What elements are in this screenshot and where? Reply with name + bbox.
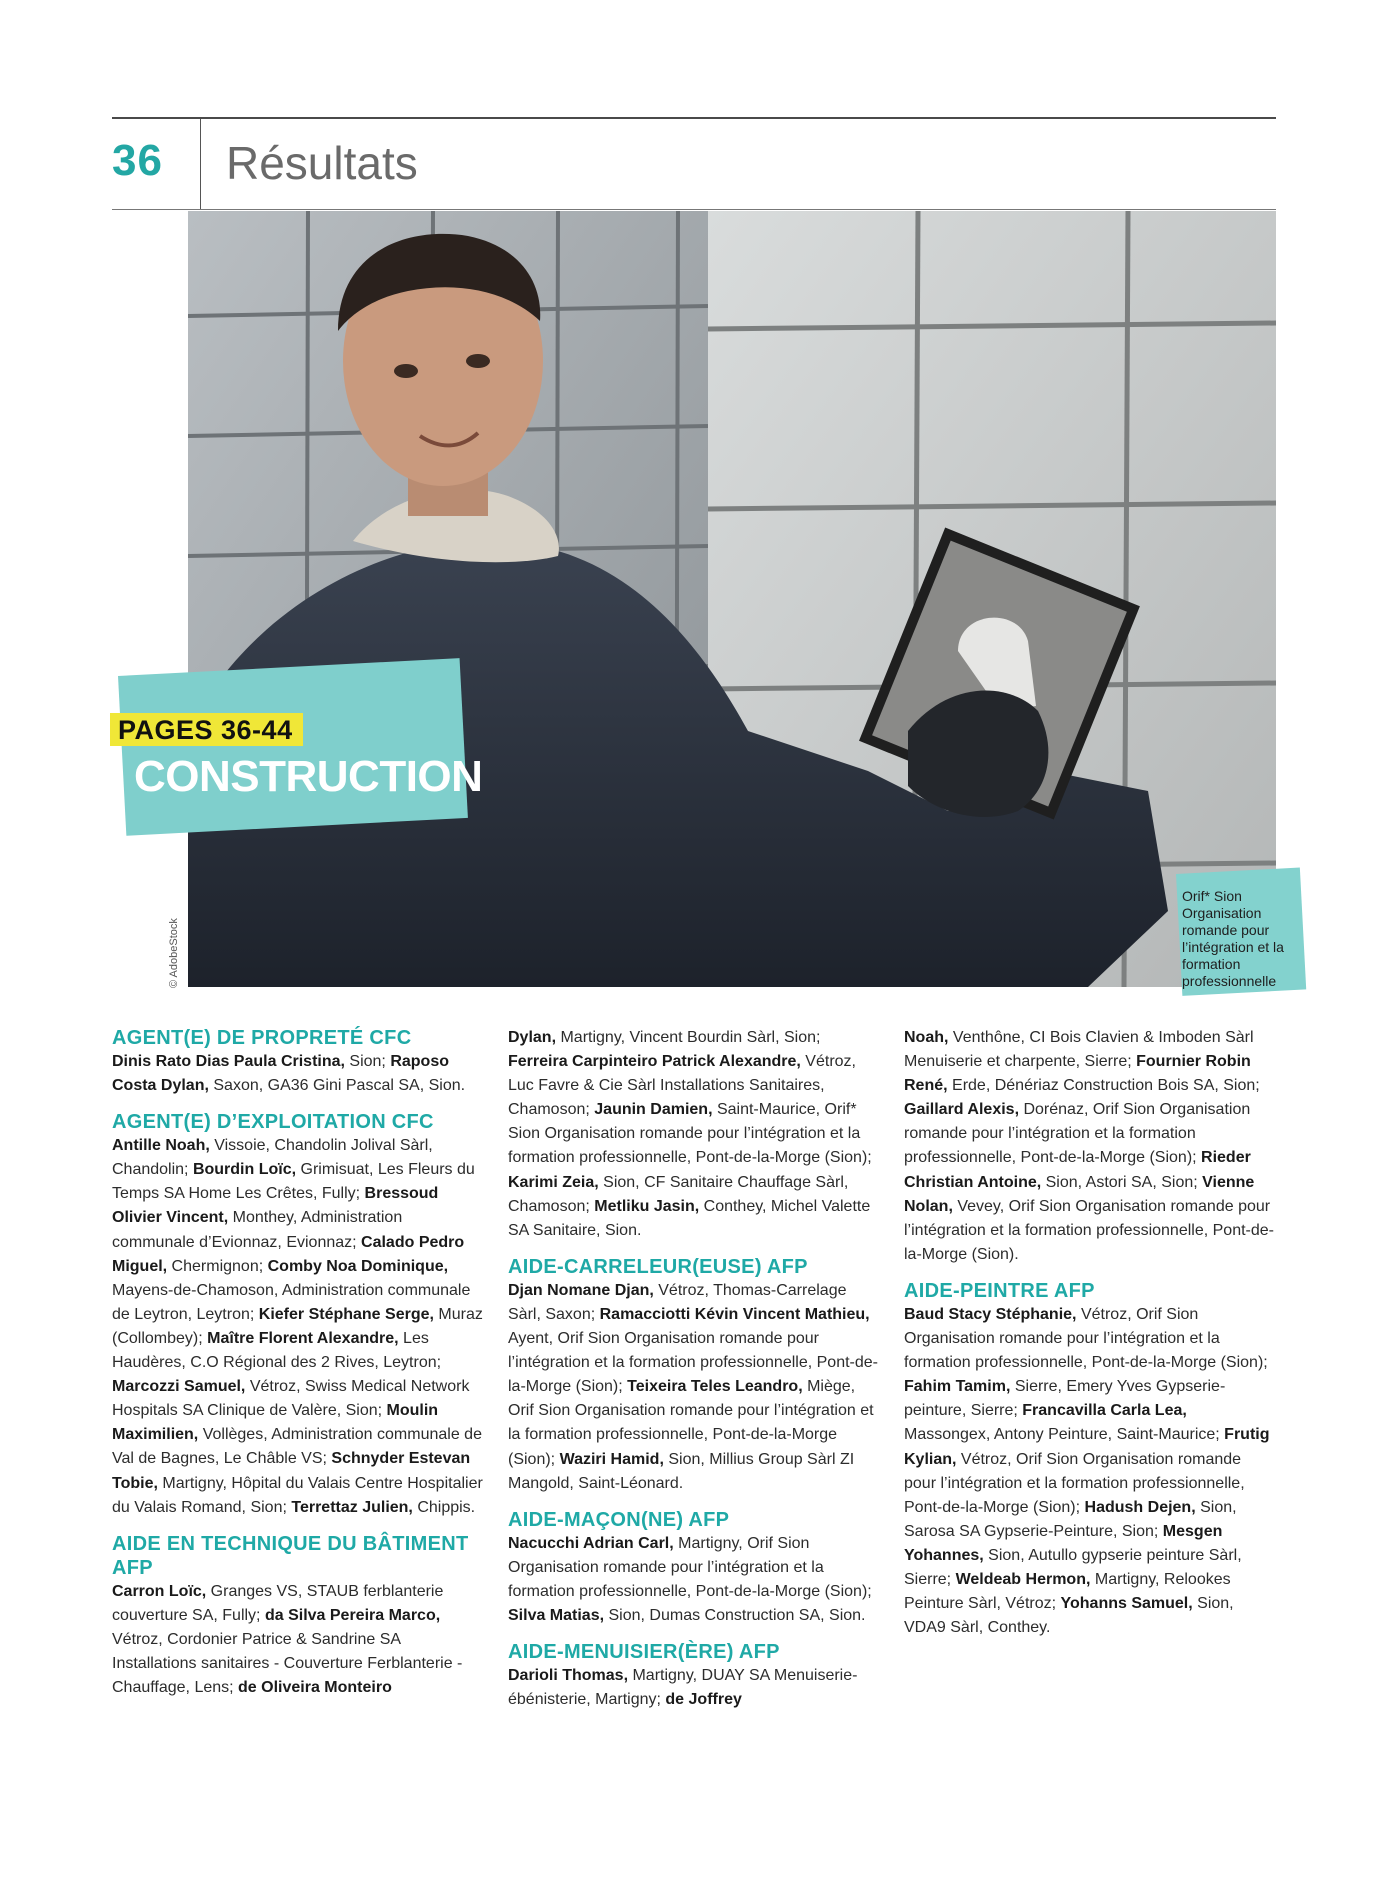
apprentice-name: Dylan, (508, 1029, 557, 1046)
section-body (508, 1026, 880, 1243)
section-body (112, 1134, 484, 1520)
apprentice-name: Silva Matias, (508, 1606, 605, 1624)
result-section (112, 1026, 484, 1098)
employer-details: Saint-Maurice, Orif* Sion Organisation romande pour l’intégration et la formation professionnelle, Pont-de-la-Morge (Sion); (508, 1101, 872, 1167)
header-top-rule (112, 117, 1276, 119)
section-body (508, 1664, 880, 1712)
section-title: Résultats (226, 137, 418, 189)
section-heading: AGENT(E) DE PROPRETÉ CFC (112, 1027, 412, 1049)
apprentice-name: Fahim Tamim, (904, 1378, 1011, 1396)
apprentice-name: Weldeab Hermon, (955, 1570, 1091, 1588)
apprentice-name: Noah, (904, 1029, 949, 1046)
employer-details: Massongex, Antony Peinture, Saint-Maurice; (904, 1426, 1225, 1444)
apprentice-name: Raposo Costa Dylan, (112, 1053, 449, 1095)
section-body (904, 1303, 1274, 1640)
employer-details: Vétroz, Luc Favre & Cie Sàrl Installations Sanitaires, Chamoson; (508, 1053, 856, 1119)
employer-details: Vevey, Orif Sion Organisation romande pour l’intégration et la formation professionnelle, Pont-de-la-Morge (Sion). (904, 1197, 1274, 1263)
employer-details: Vissoie, Chandolin Jolival Sàrl, Chandolin; (112, 1137, 433, 1179)
employer-details: Chermignon; (167, 1257, 268, 1275)
section-body (508, 1532, 880, 1628)
apprentice-name: Vienne Nolan, (904, 1173, 1255, 1215)
apprentice-name: Antille Noah, (112, 1137, 210, 1155)
apprentice-name: da Silva Pereira Marco, (264, 1606, 441, 1624)
employer-details: Miège, Orif Sion Organisation romande pour l’intégration et la formation professionnelle, Pont-de-la-Morge (Sion); (508, 1378, 874, 1468)
apprentice-name: Bourdin Loïc, (192, 1161, 297, 1179)
section-banner (118, 658, 468, 836)
employer-details: Martigny, DUAY SA Menuiserie-ébénisterie, Martigny; (508, 1667, 858, 1709)
apprentice-name: Hadush Dejen, (1084, 1498, 1196, 1516)
apprentice-name: Baud Stacy Stéphanie, (904, 1305, 1077, 1323)
photo-credit: © AdobeStock (168, 918, 180, 988)
apprentice-name: Karimi Zeia, (508, 1173, 599, 1191)
employer-details: Chippis. (412, 1498, 476, 1516)
photo-caption: Orif* Sion Organisation romande pour l’intégration et la formation professionnelle (1182, 888, 1284, 989)
apprentice-name: Kiefer Stéphane Serge, (258, 1305, 434, 1323)
employer-details: Venthône, CI Bois Clavien & Imboden Sàrl Menuiserie et charpente, Sierre; (904, 1029, 1254, 1071)
apprentice-name: Francavilla Carla Lea, (1022, 1402, 1187, 1420)
section-body (112, 1050, 484, 1098)
employer-details: Vétroz, Swiss Medical Network Hospitals SA Clinique de Valère, Sion; (112, 1378, 470, 1420)
employer-details: Monthey, Administration communale d’Evionnaz, Evionnaz; (112, 1209, 403, 1251)
employer-details: Vétroz, Cordonier Patrice & Sandrine SA Installations sanitaires - Couverture Ferblanterie - Chauffage, Lens; (112, 1630, 463, 1697)
employer-details: Vétroz, Orif Sion Organisation romande pour l’intégration et la formation professionnelle, Pont-de-la-Morge (Sion); (904, 1305, 1268, 1372)
section-heading: AIDE-PEINTRE AFP (904, 1279, 1095, 1302)
header-separator (200, 119, 201, 209)
apprentice-name: Djan Nomane Djan, (508, 1281, 654, 1299)
employer-details: Sion, VDA9 Sàrl, Conthey. (904, 1595, 1234, 1637)
employer-details: Martigny, Orif Sion Organisation romande pour l’intégration et la formation professionnelle, Pont-de-la-Morge (Sion); (508, 1534, 872, 1600)
section-heading: AIDE EN TECHNIQUE DU BÂTIMENT AFP (112, 1532, 469, 1579)
banner-pages-label: PAGES 36-44 (110, 713, 303, 746)
employer-details: Sion, Autullo gypserie peinture Sàrl, Sierre; (904, 1546, 1242, 1588)
employer-details: Vétroz, Thomas-Carrelage Sàrl, Saxon; (508, 1281, 847, 1323)
apprentice-name: Marcozzi Samuel, (112, 1378, 246, 1396)
section-body (904, 1026, 1274, 1267)
result-section (508, 1508, 880, 1628)
apprentice-name: Gaillard Alexis, (904, 1101, 1020, 1119)
employer-details: Sion; (344, 1053, 391, 1070)
section-heading: AIDE-MENUISIER(ÈRE) AFP (508, 1641, 780, 1664)
employer-details: Granges VS, STAUB ferblanterie couverture SA, Fully; (112, 1582, 444, 1624)
employer-details: Vétroz, Orif Sion Organisation romande pour l’intégration et la formation professionnelle, Pont-de-la-Morge (Sion); (904, 1450, 1245, 1516)
apprentice-name: Frutig Kylian, (904, 1426, 1270, 1468)
employer-details: Les Haudères, C.O Régional des 2 Rives, Leytron; (112, 1329, 442, 1372)
apprentice-name: Fournier Robin René, (904, 1053, 1251, 1095)
employer-details: Conthey, Michel Valette SA Sanitaire, Sion. (508, 1197, 871, 1239)
employer-details: Sion, Millius Group Sàrl ZI Mangold, Saint-Léonard. (508, 1450, 855, 1492)
section-body (112, 1580, 484, 1700)
text-column-2 (508, 1026, 880, 1724)
apprentice-name: Calado Pedro Miguel, (112, 1233, 465, 1275)
employer-details: Martigny, Hôpital du Valais Centre Hospitalier du Valais Romand, Sion; (112, 1474, 483, 1516)
employer-details: Ayent, Orif Sion Organisation romande pour l’intégration et la formation professionnelle, Pont-de-la-Morge (Sion); (508, 1330, 878, 1396)
result-section (508, 1255, 880, 1496)
apprentice-name: Comby Noa Dominique, (267, 1257, 449, 1275)
apprentice-name: Bressoud Olivier Vincent, (112, 1185, 439, 1227)
apprentice-name: Yohanns Samuel, (1060, 1595, 1193, 1613)
apprentice-name: Ferreira Carpinteiro Patrick Alexandre, (508, 1053, 801, 1071)
employer-details: Sion, Dumas Construction SA, Sion. (604, 1606, 866, 1624)
apprentice-name: Mesgen Yohannes, (904, 1522, 1223, 1564)
section-heading: AGENT(E) D’EXPLOITATION CFC (112, 1111, 434, 1134)
apprentice-name: Nacucchi Adrian Carl, (508, 1534, 674, 1552)
employer-details: Grimisuat, Les Fleurs du Temps SA Home Les Crêtes, Fully; (112, 1161, 475, 1203)
result-section (508, 1640, 880, 1712)
apprentice-name: Jaunin Damien, (594, 1101, 713, 1119)
result-section (508, 1026, 880, 1243)
apprentice-name: Maître Florent Alexandre, (207, 1329, 399, 1347)
banner-title: CONSTRUCTION (134, 752, 483, 801)
apprentice-name: Schnyder Estevan Tobie, (112, 1450, 471, 1492)
employer-details: Vollèges, Administration communale de Val de Bagnes, Le Châble VS; (112, 1426, 482, 1468)
employer-details: Mayens-de-Chamoson, Administration communale de Leytron, Leytron; (112, 1281, 471, 1323)
apprentice-name: Dinis Rato Dias Paula Cristina, (112, 1053, 345, 1070)
section-heading: AIDE-MAÇON(NE) AFP (508, 1508, 730, 1531)
header-bottom-rule (112, 209, 1276, 210)
employer-details: Sion, CF Sanitaire Chauffage Sàrl, Chamoson; (508, 1173, 849, 1215)
result-section (112, 1110, 484, 1520)
apprentice-name: Darioli Thomas, (508, 1667, 629, 1685)
apprentice-name: Carron Loïc, (112, 1582, 207, 1600)
apprentice-name: Waziri Hamid, (559, 1450, 664, 1468)
apprentice-name: Metliku Jasin, (594, 1197, 700, 1215)
text-column-3 (904, 1026, 1274, 1652)
text-column-1 (112, 1026, 484, 1712)
apprentice-name: Terrettaz Julien, (291, 1498, 413, 1516)
apprentice-name: Rieder Christian Antoine, (904, 1149, 1251, 1191)
employer-details: Erde, Dénériaz Construction Bois SA, Sion; (947, 1077, 1260, 1095)
result-section (904, 1279, 1274, 1640)
employer-details: Sion, Sarosa SA Gypserie-Peinture, Sion; (904, 1498, 1237, 1540)
apprentice-name: de Oliveira Monteiro (238, 1679, 392, 1697)
result-section (904, 1026, 1274, 1267)
employer-details: Muraz (Collombey); (112, 1305, 483, 1347)
apprentice-name: Ramacciotti Kévin Vincent Mathieu, (599, 1305, 870, 1323)
employer-details: Dorénaz, Orif Sion Organisation romande pour l’intégration et la formation professionnelle, Pont-de-la-Morge (Sion); (904, 1101, 1251, 1167)
employer-details: Martigny, Vincent Bourdin Sàrl, Sion; (556, 1029, 821, 1046)
result-section (112, 1532, 484, 1700)
employer-details: Sion, Astori SA, Sion; (1041, 1173, 1203, 1191)
apprentice-name: Moulin Maximilien, (112, 1402, 439, 1444)
page-number: 36 (112, 136, 163, 185)
apprentice-name: de Joffrey (665, 1691, 742, 1709)
apprentice-name: Teixeira Teles Leandro, (627, 1378, 803, 1396)
employer-details: Saxon, GA36 Gini Pascal SA, Sion. (208, 1077, 466, 1095)
employer-details: Martigny, Relookes Peinture Sàrl, Vétroz; (904, 1570, 1231, 1613)
employer-details: Sierre, Emery Yves Gypserie-peinture, Sierre; (904, 1378, 1226, 1420)
section-body (508, 1279, 880, 1496)
hero-photo (188, 211, 1276, 987)
section-heading: AIDE-CARRELEUR(EUSE) AFP (508, 1255, 808, 1278)
